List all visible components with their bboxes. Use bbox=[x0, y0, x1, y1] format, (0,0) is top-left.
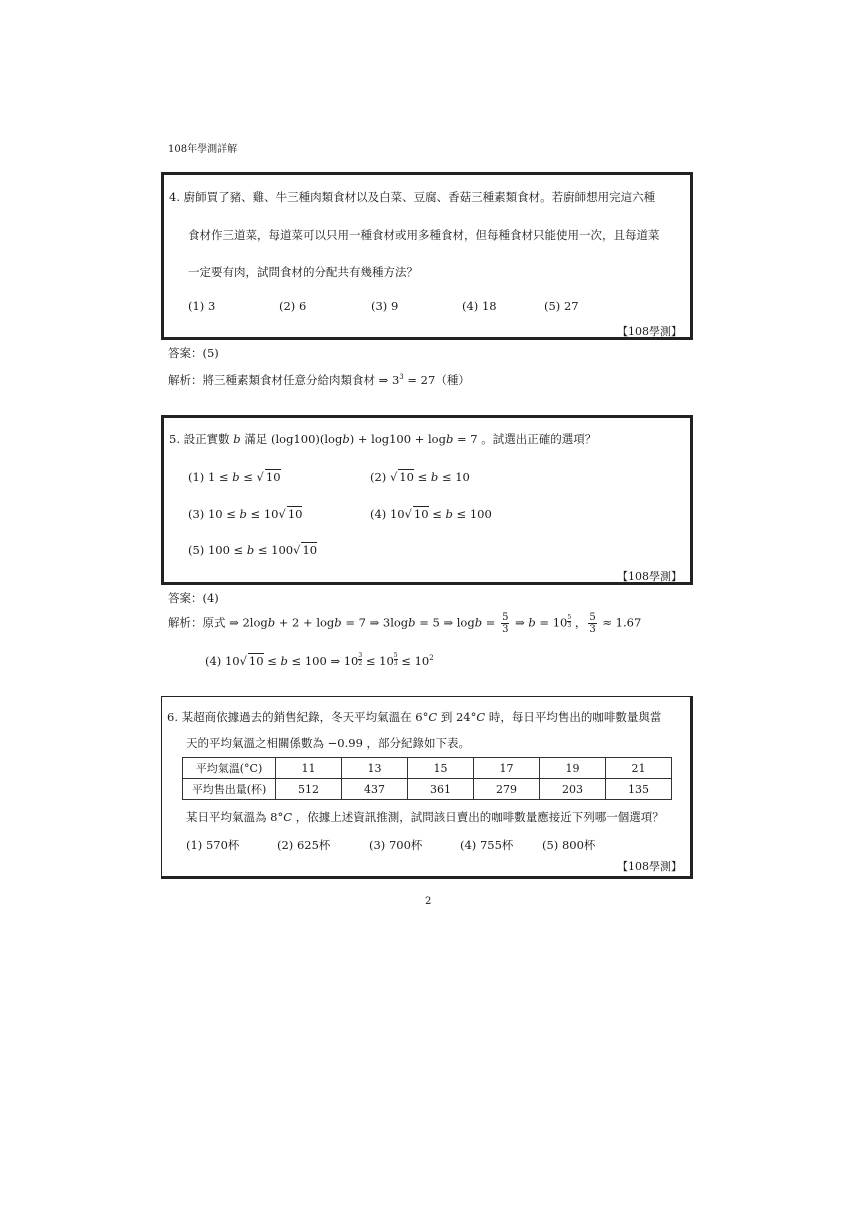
q5-fraction-5-3 bbox=[501, 612, 509, 635]
q4-solution bbox=[168, 372, 470, 388]
q4-line-3: 一定要有肉，試問食材的分配共有幾種方法？ bbox=[188, 265, 418, 279]
q5-opt2-radicand: 10 bbox=[399, 470, 414, 484]
q4-option-4: (4) 18 bbox=[462, 299, 497, 313]
table-cell: 279 bbox=[474, 779, 540, 800]
q5-opt5-suf: ≤ 100 bbox=[254, 543, 294, 557]
q5-var-b: b bbox=[334, 615, 342, 630]
q6-line1-prefix: 6. 某超商依據過去的銷售紀錄，冬天平均氣溫在 6° bbox=[167, 710, 429, 724]
q4-line-1: 4. 廚師買了豬、雞、牛三種肉類食材以及白菜、豆腐、香菇三種素類食材。若廚師想用完這六種 bbox=[169, 190, 656, 204]
q6-option-3: (3) 700杯 bbox=[369, 838, 423, 852]
q5-var-b: b bbox=[528, 615, 536, 630]
q5-opt4-radicand: 10 bbox=[413, 507, 429, 521]
q5-exp-den: 2 bbox=[358, 660, 363, 667]
q5-opt4-suf: ≤ 100 bbox=[452, 507, 492, 521]
q6-line3-suffix: ，依據上述資訊推測，試問該日賣出的咖啡數量應接近下列哪一個選項？ bbox=[292, 810, 664, 824]
q5-sol2-prefix: (4) 10 bbox=[205, 654, 240, 668]
table-cell: 13 bbox=[342, 758, 408, 779]
q5-exp-num: 5 bbox=[567, 613, 572, 621]
page-number: 2 bbox=[425, 896, 432, 907]
q6-line1-mid: 到 24° bbox=[437, 710, 477, 724]
q4-option-2: (2) 6 bbox=[279, 299, 307, 313]
q4-solution-exponent: 3 bbox=[399, 373, 404, 382]
q5-option-3: (3) 10 ≤ b ≤ 10√ 10 bbox=[188, 507, 303, 521]
q4-option-1: (1) 3 bbox=[188, 299, 216, 313]
q5-frac-num: 5 bbox=[502, 612, 509, 623]
q5-option-1: (1) 1 ≤ b ≤ √ 10 bbox=[188, 470, 281, 484]
q5-sol2-b: ≤ 100 ⇒ 10 bbox=[287, 654, 359, 668]
q5-stem-suffix: = 7 。試選出正確的選項？ bbox=[453, 432, 597, 446]
q5-opt3-pre: (3) 10 ≤ bbox=[188, 507, 240, 521]
q5-sol2-a: ≤ bbox=[263, 654, 281, 668]
q5-opt5-radicand: 10 bbox=[302, 543, 318, 557]
table-cell: 21 bbox=[606, 758, 672, 779]
q5-opt4-pre: (4) 10 bbox=[370, 507, 405, 521]
q5-opt2-suf: ≤ 10 bbox=[438, 470, 470, 484]
q4-solution-prefix: 解析：將三種素類食材任意分給肉類食材 ⇒ 3 bbox=[168, 373, 400, 387]
q5-sol1-b: = 7 ⇒ 3log bbox=[341, 615, 409, 630]
q5-var-b: b bbox=[342, 432, 350, 446]
q5-opt1-mid: ≤ bbox=[239, 470, 257, 484]
q5-sol2-radicand: 10 bbox=[248, 654, 264, 668]
table-cell: 512 bbox=[276, 779, 342, 800]
page-header: 108年學測詳解 bbox=[168, 144, 238, 155]
table-cell: 11 bbox=[276, 758, 342, 779]
q6-option-1: (1) 570杯 bbox=[186, 838, 240, 852]
q6-line-1 bbox=[167, 709, 661, 725]
table-cell: 19 bbox=[540, 758, 606, 779]
q5-sol1-c: = 5 ⇒ log bbox=[415, 615, 475, 630]
q5-sol1-prefix: 解析：原式 ⇒ 2log bbox=[168, 615, 268, 630]
q4-option-3: (3) 9 bbox=[371, 299, 399, 313]
q5-fraction-5-3b bbox=[588, 612, 596, 635]
q4-answer: 答案：(5) bbox=[168, 346, 219, 360]
table-cell: 135 bbox=[606, 779, 672, 800]
q5-opt1-radicand: 10 bbox=[265, 470, 281, 484]
temperature-sales-table bbox=[182, 757, 672, 800]
q5-sol1-h: ≈ 1.67 bbox=[598, 615, 642, 630]
q5-var-b: b bbox=[239, 507, 247, 521]
q5-frac-den: 3 bbox=[589, 624, 596, 635]
q5-option-2: (2) √ 10 ≤ b ≤ 10 bbox=[370, 470, 470, 484]
q5-solution-line-1 bbox=[168, 612, 641, 635]
table-cell: 15 bbox=[408, 758, 474, 779]
q5-sol1-d: = bbox=[482, 615, 500, 630]
question-4-box bbox=[161, 172, 693, 340]
q6-source-tag: 【108學測】 bbox=[617, 860, 682, 873]
q5-opt3-suf: ≤ 10 bbox=[246, 507, 279, 521]
q5-exp-den: 3 bbox=[393, 660, 398, 667]
q6-option-4: (4) 755杯 bbox=[460, 838, 514, 852]
q4-option-5: (5) 27 bbox=[544, 299, 579, 313]
q5-sol2-exponent: 2 bbox=[429, 654, 434, 663]
q5-solution-line-2: (4) 10√ 10 ≤ b ≤ 100 ⇒ 10 $\frac{3}{2}$ ≤ 10 $\frac{5}{3}$ ≤ $10^2$ bbox=[205, 652, 434, 668]
q6-unit-c: C bbox=[476, 710, 486, 724]
q5-var-b: b bbox=[445, 432, 454, 446]
q5-frac-num: 5 bbox=[589, 612, 596, 623]
q5-sol1-g: ， bbox=[571, 615, 587, 630]
q6-unit-c: C bbox=[428, 710, 438, 724]
q6-line-2: 天的平均氣溫之相關係數為 −0.99 ，部分紀錄如下表。 bbox=[186, 736, 471, 750]
q5-stem-mid2: ) + log100 + log bbox=[349, 432, 446, 446]
q5-stem-prefix: 5. 設正實數 bbox=[169, 432, 234, 446]
q5-sol1-e: ⇒ bbox=[511, 615, 529, 630]
q6-line-3 bbox=[186, 809, 664, 825]
q4-solution-suffix: = 27（種） bbox=[403, 373, 470, 387]
q5-var-b: b bbox=[430, 470, 439, 484]
table-row bbox=[183, 779, 672, 800]
q5-var-b: b bbox=[280, 654, 288, 668]
q5-opt2-mid: ≤ bbox=[413, 470, 431, 484]
q5-opt5-pre: (5) 100 ≤ bbox=[188, 543, 247, 557]
q5-sol1-f: = 10 bbox=[535, 615, 568, 630]
table-row-header-temperature: 平均氣溫(°C) bbox=[183, 758, 276, 779]
q5-opt2-pre: (2) bbox=[370, 470, 390, 484]
question-5-box bbox=[161, 415, 693, 585]
q4-source-tag: 【108學測】 bbox=[617, 325, 682, 338]
q5-exp-den: 3 bbox=[567, 621, 572, 629]
q5-sol2-d: ≤ 10 bbox=[397, 654, 430, 668]
q6-line1-suffix: 時，每日平均售出的咖啡數量與當 bbox=[485, 710, 662, 724]
q5-var-b: b bbox=[474, 615, 483, 630]
q5-option-4: (4) 10√ 10 ≤ b ≤ 100 bbox=[370, 507, 492, 521]
table-row bbox=[183, 758, 672, 779]
table-row-header-sales: 平均售出量(杯) bbox=[183, 779, 276, 800]
q6-unit-c: C bbox=[283, 810, 293, 824]
q5-sol1-a: + 2 + log bbox=[275, 615, 335, 630]
q6-option-5: (5) 800杯 bbox=[542, 838, 596, 852]
q5-exp-num: 3 bbox=[358, 652, 363, 659]
table-cell: 17 bbox=[474, 758, 540, 779]
q5-frac-den: 3 bbox=[502, 624, 509, 635]
q5-stem bbox=[169, 431, 596, 447]
q5-var-b: b bbox=[408, 615, 416, 630]
q5-var-b: b bbox=[246, 543, 255, 557]
q5-var-b: b bbox=[233, 432, 241, 446]
q5-option-5: (5) 100 ≤ b ≤ 100√ 10 bbox=[188, 543, 318, 557]
q5-var-b: b bbox=[232, 470, 240, 484]
q4-line-2: 食材作三道菜，每道菜可以只用一種食材或用多種食材，但每種食材只能使用一次，且每道菜 bbox=[188, 228, 660, 242]
q5-source-tag: 【108學測】 bbox=[617, 570, 682, 583]
q5-answer: 答案：(4) bbox=[168, 591, 219, 605]
table-cell: 437 bbox=[342, 779, 408, 800]
q6-line3-prefix: 某日平均氣溫為 8° bbox=[186, 810, 284, 824]
q5-stem-mid: 滿足 (log100)(log bbox=[240, 432, 343, 446]
q5-var-b: b bbox=[267, 615, 276, 630]
q5-exp-num: 5 bbox=[393, 652, 398, 659]
q5-opt1-pre: (1) 1 ≤ bbox=[188, 470, 233, 484]
q6-option-2: (2) 625杯 bbox=[277, 838, 331, 852]
table-cell: 203 bbox=[540, 779, 606, 800]
table-cell: 361 bbox=[408, 779, 474, 800]
q5-opt3-radicand: 10 bbox=[287, 507, 303, 521]
q5-sol2-c: ≤ 10 bbox=[362, 654, 394, 668]
q5-var-b: b bbox=[445, 507, 453, 521]
